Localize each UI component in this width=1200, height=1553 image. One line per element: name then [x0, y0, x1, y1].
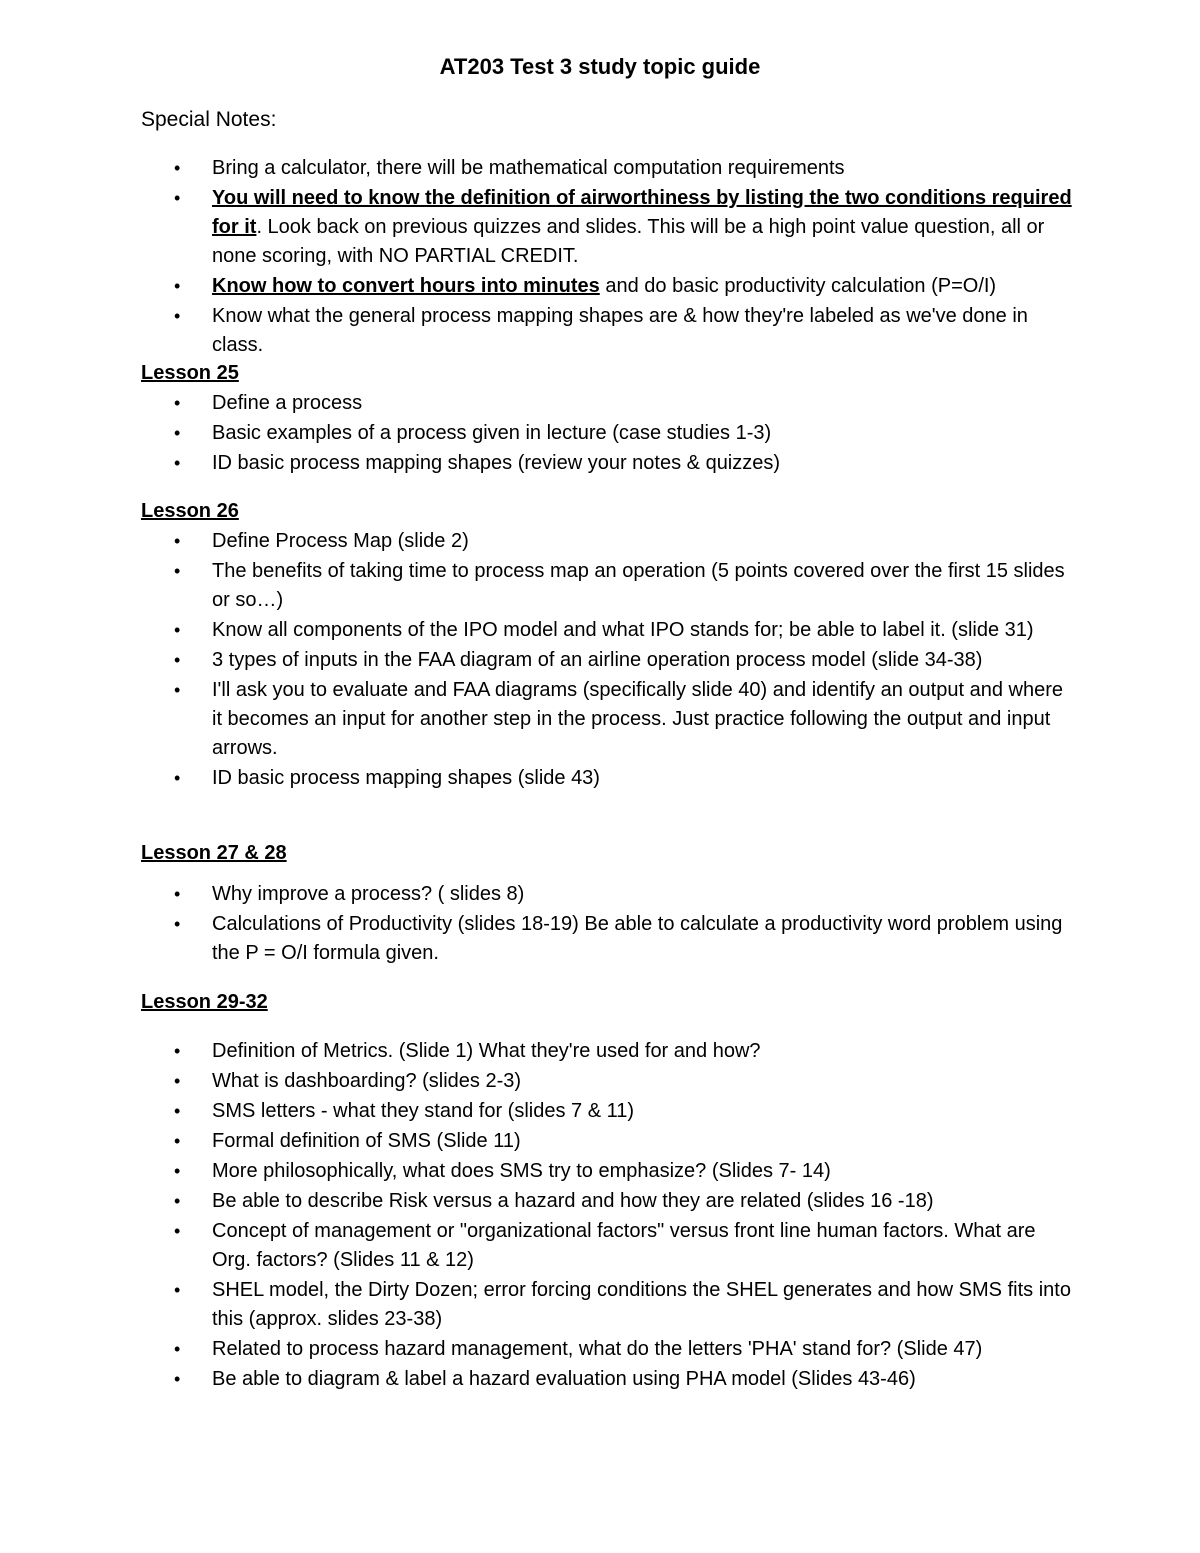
- bullet-icon: •: [174, 768, 181, 788]
- list-item: [0, 449, 1072, 478]
- lesson-27-28-list: [0, 880, 1200, 969]
- list-item-text: 3 types of inputs in the FAA diagram of an airline operation process model (slide 34-38): [212, 649, 983, 671]
- list-item: [0, 1187, 1072, 1216]
- bullet-icon: •: [174, 1221, 181, 1241]
- list-item-text: Define Process Map (slide 2): [212, 530, 469, 552]
- list-item-text: Definition of Metrics. (Slide 1) What they're used for and how?: [212, 1040, 761, 1062]
- bullet-icon: •: [174, 650, 181, 670]
- list-item: [0, 764, 1072, 793]
- special-notes-list: [0, 154, 1200, 361]
- bullet-icon: •: [174, 1101, 181, 1121]
- bullet-icon: •: [174, 531, 181, 551]
- list-item-text: SMS letters - what they stand for (slides 7 & 11): [212, 1100, 635, 1122]
- list-item-text: SHEL model, the Dirty Dozen; error forcing conditions the SHEL generates and how SMS fits into this (approx. slides 23-38): [212, 1279, 1071, 1330]
- bullet-icon: •: [174, 561, 181, 581]
- list-item: [0, 676, 1072, 763]
- list-item-emphasis: Know how to convert hours into minutes: [212, 275, 600, 297]
- lesson-29-32-list: [0, 1037, 1200, 1395]
- list-item-text: Know all components of the IPO model and what IPO stands for; be able to label it. (slide 31): [212, 619, 1034, 641]
- page-title: AT203 Test 3 study topic guide: [439, 54, 761, 79]
- bullet-icon: •: [174, 188, 181, 208]
- list-item-text: More philosophically, what does SMS try to emphasize? (Slides 7- 14): [212, 1160, 831, 1182]
- list-item: [0, 527, 1072, 556]
- list-item: [0, 1097, 1072, 1126]
- bullet-icon: •: [174, 1071, 181, 1091]
- list-item: [0, 1037, 1072, 1066]
- list-item: [0, 154, 1072, 183]
- list-item-text: Be able to describe Risk versus a hazard and how they are related (slides 16 -18): [212, 1190, 934, 1212]
- bullet-icon: •: [174, 393, 181, 413]
- list-item: [0, 302, 1072, 360]
- list-item: [0, 389, 1072, 418]
- list-item-text: Formal definition of SMS (Slide 11): [212, 1130, 521, 1152]
- list-item: [0, 1365, 1072, 1394]
- list-item-text: I'll ask you to evaluate and FAA diagrams (specifically slide 40) and identify an output and where it becomes an input for another step in the process. Just practice following the output and input arrows.: [212, 679, 1063, 759]
- list-item-text: Bring a calculator, there will be mathematical computation requirements: [212, 157, 845, 179]
- lesson-26-list: [0, 527, 1200, 794]
- list-item-text: Concept of management or "organizational factors" versus front line human factors. What are Org. factors? (Slides 11 & 12): [212, 1220, 1036, 1271]
- list-item: [0, 557, 1072, 615]
- bullet-icon: •: [174, 1369, 181, 1389]
- bullet-icon: •: [174, 680, 181, 700]
- list-item: [0, 616, 1072, 645]
- bullet-icon: •: [174, 453, 181, 473]
- list-item: [0, 1217, 1072, 1275]
- list-item: [0, 1127, 1072, 1156]
- list-item-text: The benefits of taking time to process map an operation (5 points covered over the first 15 slides or so…): [212, 560, 1065, 611]
- bullet-icon: •: [174, 1131, 181, 1151]
- bullet-icon: •: [174, 1041, 181, 1061]
- list-item: [0, 272, 1072, 301]
- list-item: [0, 1157, 1072, 1186]
- list-item-text: . Look back on previous quizzes and slides. This will be a high point value question, all or none scoring, with NO PARTIAL CREDIT.: [212, 216, 1045, 267]
- list-item: [0, 1276, 1072, 1334]
- list-item: [0, 646, 1072, 675]
- bullet-icon: •: [174, 158, 181, 178]
- list-item-text: What is dashboarding? (slides 2-3): [212, 1070, 522, 1092]
- list-item-text: Be able to diagram & label a hazard evaluation using PHA model (Slides 43-46): [212, 1368, 916, 1390]
- lesson-27-28-heading: Lesson 27 & 28: [141, 842, 287, 864]
- bullet-icon: •: [174, 1339, 181, 1359]
- list-item: [0, 419, 1072, 448]
- lesson-29-32-heading: Lesson 29-32: [141, 991, 268, 1013]
- list-item: [0, 910, 1072, 968]
- list-item-text: ID basic process mapping shapes (slide 43): [212, 767, 600, 789]
- list-item-text: Know what the general process mapping shapes are & how they're labeled as we've done in class.: [212, 305, 1028, 356]
- list-item-emphasis: You will need to know the definition of airworthiness by listing the two conditions required for it: [212, 187, 1072, 238]
- special-notes-heading: Special Notes:: [141, 108, 277, 131]
- bullet-icon: •: [174, 884, 181, 904]
- list-item-text: ID basic process mapping shapes (review your notes & quizzes): [212, 452, 781, 474]
- bullet-icon: •: [174, 620, 181, 640]
- bullet-icon: •: [174, 1280, 181, 1300]
- list-item-text: Define a process: [212, 392, 363, 414]
- lesson-25-heading: Lesson 25: [141, 362, 239, 384]
- list-item: [0, 880, 1072, 909]
- list-item-text: Related to process hazard management, what do the letters 'PHA' stand for? (Slide 47): [212, 1338, 983, 1360]
- list-item: [0, 1335, 1072, 1364]
- bullet-icon: •: [174, 306, 181, 326]
- list-item-text: Why improve a process? ( slides 8): [212, 883, 525, 905]
- list-item-text: Basic examples of a process given in lecture (case studies 1-3): [212, 422, 772, 444]
- lesson-26-heading: Lesson 26: [141, 500, 239, 522]
- list-item: [0, 184, 1072, 271]
- list-item-text: and do basic productivity calculation (P=O/I): [599, 275, 997, 297]
- bullet-icon: •: [174, 914, 181, 934]
- bullet-icon: •: [174, 1161, 181, 1181]
- lesson-25-list: [0, 389, 1200, 479]
- bullet-icon: •: [174, 276, 181, 296]
- list-item: [0, 1067, 1072, 1096]
- bullet-icon: •: [174, 1191, 181, 1211]
- bullet-icon: •: [174, 423, 181, 443]
- list-item-text: Calculations of Productivity (slides 18-19) Be able to calculate a productivity word problem using the P = O/I formula given.: [212, 913, 1063, 964]
